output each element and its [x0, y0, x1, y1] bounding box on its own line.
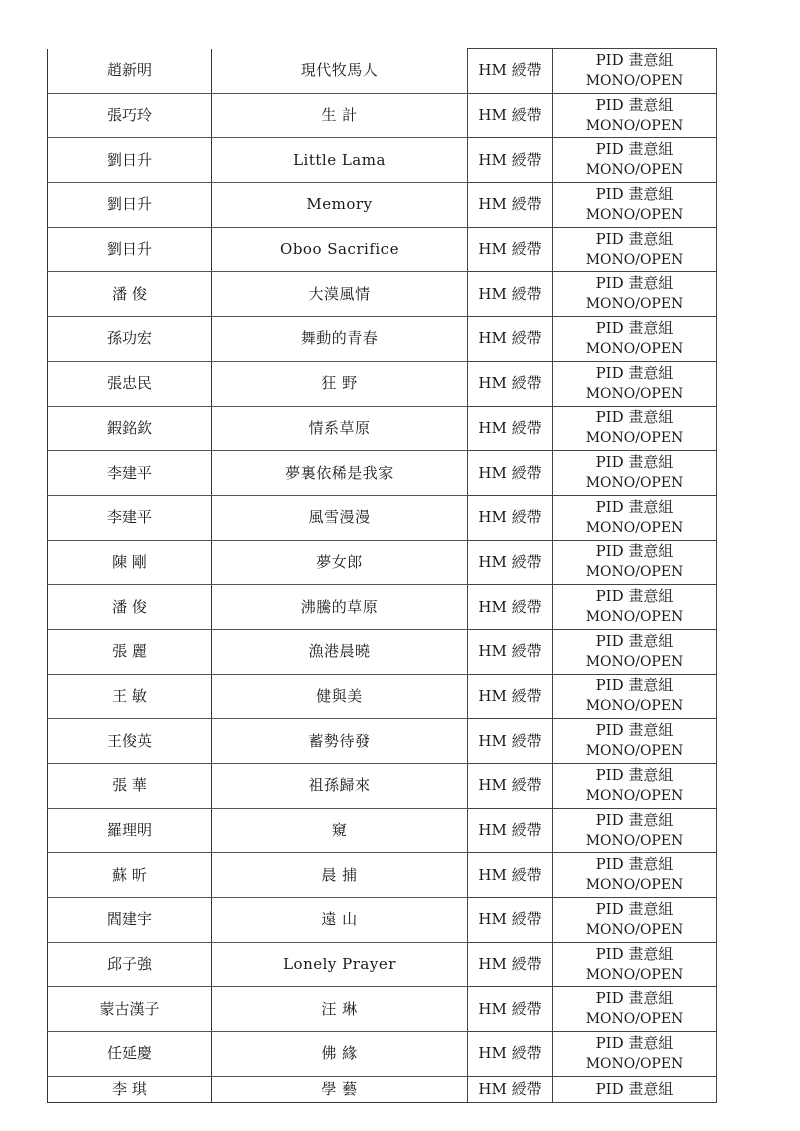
- group-category: MONO/OPEN: [585, 698, 684, 715]
- group-name: PID 畫意組: [595, 1079, 674, 1098]
- award-table-body: [48, 49, 717, 1103]
- title-cell: [212, 183, 468, 228]
- table-row: [48, 987, 717, 1032]
- medal-cell: HM 綬帶: [468, 853, 553, 898]
- author-cell: 孫功宏: [48, 317, 212, 362]
- medal-cell: HM 綬帶: [468, 585, 553, 630]
- group-name: PID 畫意組: [595, 899, 674, 918]
- group-name: PID 畫意組: [595, 855, 674, 874]
- award-table: [47, 48, 717, 1103]
- author-cell: 王俊英: [48, 719, 212, 764]
- group-name: PID 畫意組: [595, 318, 674, 337]
- author-cell: 鍜銘欽: [48, 406, 212, 451]
- group-category: MONO/OPEN: [585, 609, 684, 626]
- title-cell: [212, 227, 468, 272]
- title-text: 狂 野: [321, 374, 358, 393]
- group-cell: [553, 942, 717, 987]
- group-category: MONO/OPEN: [585, 340, 684, 357]
- author-cell: 李建平: [48, 495, 212, 540]
- table-row: [48, 1076, 717, 1102]
- title-cell: [212, 987, 468, 1032]
- title-cell: [212, 853, 468, 898]
- title-text: 風雪漫漫: [308, 508, 371, 527]
- group-name: PID 畫意組: [595, 184, 674, 203]
- author-cell: 劉日升: [48, 227, 212, 272]
- title-cell: [212, 49, 468, 94]
- group-cell: [553, 183, 717, 228]
- author-cell: 李建平: [48, 451, 212, 496]
- title-text: Little Lama: [293, 150, 386, 169]
- group-category: MONO/OPEN: [585, 832, 684, 849]
- group-category: MONO/OPEN: [585, 475, 684, 492]
- group-cell: [553, 674, 717, 719]
- group-name: PID 畫意組: [595, 721, 674, 740]
- medal-cell: HM 綬帶: [468, 406, 553, 451]
- group-cell: [553, 1076, 717, 1102]
- medal-cell: HM 綬帶: [468, 674, 553, 719]
- group-category: MONO/OPEN: [585, 206, 684, 223]
- title-text: 舞動的青春: [300, 329, 379, 348]
- group-name: PID 畫意組: [595, 95, 674, 114]
- group-name: PID 畫意組: [595, 676, 674, 695]
- group-name: PID 畫意組: [595, 363, 674, 382]
- title-text: 汪 琳: [321, 999, 358, 1018]
- author-cell: 潘 俊: [48, 585, 212, 630]
- table-row: [48, 495, 717, 540]
- group-cell: [553, 406, 717, 451]
- table-row: [48, 585, 717, 630]
- title-text: 漁港晨曉: [308, 642, 371, 661]
- title-text: 夢裏依稀是我家: [285, 463, 394, 482]
- group-name: PID 畫意組: [595, 497, 674, 516]
- author-cell: 羅理明: [48, 808, 212, 853]
- group-name: PID 畫意組: [595, 810, 674, 829]
- author-cell: 趙新明: [48, 49, 212, 94]
- medal-cell: HM 綬帶: [468, 451, 553, 496]
- title-cell: [212, 764, 468, 809]
- group-cell: [553, 1032, 717, 1077]
- title-cell: [212, 93, 468, 138]
- table-row: [48, 227, 717, 272]
- group-category: MONO/OPEN: [585, 966, 684, 983]
- author-cell: 陳 剛: [48, 540, 212, 585]
- group-name: PID 畫意組: [595, 408, 674, 427]
- title-text: Oboo Sacrifice: [280, 240, 399, 259]
- title-text: 沸騰的草原: [300, 597, 379, 616]
- title-text: 大漠風情: [308, 284, 371, 303]
- medal-cell: HM 綬帶: [468, 183, 553, 228]
- title-cell: [212, 406, 468, 451]
- table-row: [48, 183, 717, 228]
- medal-cell: HM 綬帶: [468, 138, 553, 183]
- table-row: [48, 629, 717, 674]
- group-category: MONO/OPEN: [585, 430, 684, 447]
- group-name: PID 畫意組: [595, 631, 674, 650]
- title-text: 蓄勢待發: [308, 731, 371, 750]
- table-row: [48, 93, 717, 138]
- title-text: 夢女郎: [316, 552, 363, 571]
- title-cell: [212, 1076, 468, 1102]
- group-name: PID 畫意組: [595, 229, 674, 248]
- group-cell: [553, 764, 717, 809]
- author-cell: 蒙古漢子: [48, 987, 212, 1032]
- group-category: MONO/OPEN: [585, 1055, 684, 1072]
- medal-cell: HM 綬帶: [468, 1032, 553, 1077]
- medal-cell: HM 綬帶: [468, 898, 553, 943]
- group-cell: [553, 138, 717, 183]
- table-row: [48, 49, 717, 94]
- title-cell: [212, 451, 468, 496]
- title-cell: [212, 361, 468, 406]
- group-name: PID 畫意組: [595, 587, 674, 606]
- title-cell: [212, 719, 468, 764]
- table-row: [48, 853, 717, 898]
- medal-cell: HM 綬帶: [468, 495, 553, 540]
- group-name: PID 畫意組: [595, 989, 674, 1008]
- author-cell: 劉日升: [48, 138, 212, 183]
- table-row: [48, 138, 717, 183]
- medal-cell: HM 綬帶: [468, 942, 553, 987]
- title-cell: [212, 898, 468, 943]
- group-category: MONO/OPEN: [585, 743, 684, 760]
- group-category: MONO/OPEN: [585, 877, 684, 894]
- title-text: 祖孫歸來: [308, 776, 371, 795]
- group-cell: [553, 93, 717, 138]
- group-name: PID 畫意組: [595, 944, 674, 963]
- title-text: 佛 緣: [321, 1044, 358, 1063]
- title-text: 窺: [331, 821, 348, 840]
- group-category: MONO/OPEN: [585, 296, 684, 313]
- medal-cell: HM 綬帶: [468, 361, 553, 406]
- title-text: 學 藝: [321, 1079, 358, 1098]
- title-cell: [212, 495, 468, 540]
- author-cell: 任延慶: [48, 1032, 212, 1077]
- title-cell: [212, 585, 468, 630]
- group-category: MONO/OPEN: [585, 385, 684, 402]
- title-cell: [212, 540, 468, 585]
- group-cell: [553, 272, 717, 317]
- author-cell: 張巧玲: [48, 93, 212, 138]
- group-category: MONO/OPEN: [585, 1011, 684, 1028]
- table-row: [48, 942, 717, 987]
- group-name: PID 畫意組: [595, 140, 674, 159]
- title-text: 情系草原: [308, 418, 371, 437]
- author-cell: 閻建宇: [48, 898, 212, 943]
- author-cell: 張 麗: [48, 629, 212, 674]
- title-cell: [212, 138, 468, 183]
- group-cell: [553, 540, 717, 585]
- medal-cell: HM 綬帶: [468, 1076, 553, 1102]
- title-text: Memory: [306, 195, 373, 214]
- group-cell: [553, 719, 717, 764]
- group-cell: [553, 317, 717, 362]
- table-row: [48, 898, 717, 943]
- group-cell: [553, 629, 717, 674]
- group-cell: [553, 49, 717, 94]
- medal-cell: HM 綬帶: [468, 227, 553, 272]
- table-row: [48, 361, 717, 406]
- group-cell: [553, 585, 717, 630]
- table-row: [48, 272, 717, 317]
- group-cell: [553, 451, 717, 496]
- group-cell: [553, 898, 717, 943]
- table-row: [48, 674, 717, 719]
- table-row: [48, 719, 717, 764]
- table-row: [48, 1032, 717, 1077]
- title-text: 生 計: [321, 106, 358, 125]
- table-row: [48, 406, 717, 451]
- group-category: MONO/OPEN: [585, 162, 684, 179]
- group-category: MONO/OPEN: [585, 653, 684, 670]
- group-category: MONO/OPEN: [585, 251, 684, 268]
- group-name: PID 畫意組: [595, 765, 674, 784]
- author-cell: 蘇 昕: [48, 853, 212, 898]
- title-text: 遠 山: [321, 910, 358, 929]
- group-category: MONO/OPEN: [585, 72, 684, 89]
- medal-cell: HM 綬帶: [468, 808, 553, 853]
- group-name: PID 畫意組: [595, 274, 674, 293]
- group-name: PID 畫意組: [595, 1033, 674, 1052]
- group-cell: [553, 227, 717, 272]
- title-text: Lonely Prayer: [283, 955, 396, 974]
- group-cell: [553, 495, 717, 540]
- group-cell: [553, 853, 717, 898]
- medal-cell: HM 綬帶: [468, 719, 553, 764]
- table-row: [48, 317, 717, 362]
- group-name: PID 畫意組: [595, 542, 674, 561]
- medal-cell: HM 綬帶: [468, 272, 553, 317]
- title-text: 健與美: [316, 686, 363, 705]
- group-category: MONO/OPEN: [585, 117, 684, 134]
- medal-cell: HM 綬帶: [468, 764, 553, 809]
- title-cell: [212, 317, 468, 362]
- table-row: [48, 808, 717, 853]
- group-name: PID 畫意組: [595, 453, 674, 472]
- author-cell: 邱子強: [48, 942, 212, 987]
- table-row: [48, 451, 717, 496]
- group-cell: [553, 361, 717, 406]
- medal-cell: HM 綬帶: [468, 49, 553, 94]
- author-cell: 張忠民: [48, 361, 212, 406]
- author-cell: 張 華: [48, 764, 212, 809]
- title-cell: [212, 1032, 468, 1077]
- title-cell: [212, 942, 468, 987]
- group-category: MONO/OPEN: [585, 519, 684, 536]
- medal-cell: HM 綬帶: [468, 317, 553, 362]
- table-row: [48, 764, 717, 809]
- author-cell: 劉日升: [48, 183, 212, 228]
- medal-cell: HM 綬帶: [468, 93, 553, 138]
- group-category: MONO/OPEN: [585, 921, 684, 938]
- title-cell: [212, 674, 468, 719]
- group-category: MONO/OPEN: [585, 564, 684, 581]
- title-cell: [212, 629, 468, 674]
- medal-cell: HM 綬帶: [468, 540, 553, 585]
- group-cell: [553, 808, 717, 853]
- title-cell: [212, 272, 468, 317]
- title-text: 晨 捕: [321, 865, 358, 884]
- author-cell: 王 敏: [48, 674, 212, 719]
- title-cell: [212, 808, 468, 853]
- author-cell: 潘 俊: [48, 272, 212, 317]
- group-cell: [553, 987, 717, 1032]
- title-text: 現代牧馬人: [300, 61, 379, 80]
- author-cell: 李 琪: [48, 1076, 212, 1102]
- group-name: PID 畫意組: [595, 50, 674, 69]
- group-category: MONO/OPEN: [585, 787, 684, 804]
- table-row: [48, 540, 717, 585]
- medal-cell: HM 綬帶: [468, 987, 553, 1032]
- medal-cell: HM 綬帶: [468, 629, 553, 674]
